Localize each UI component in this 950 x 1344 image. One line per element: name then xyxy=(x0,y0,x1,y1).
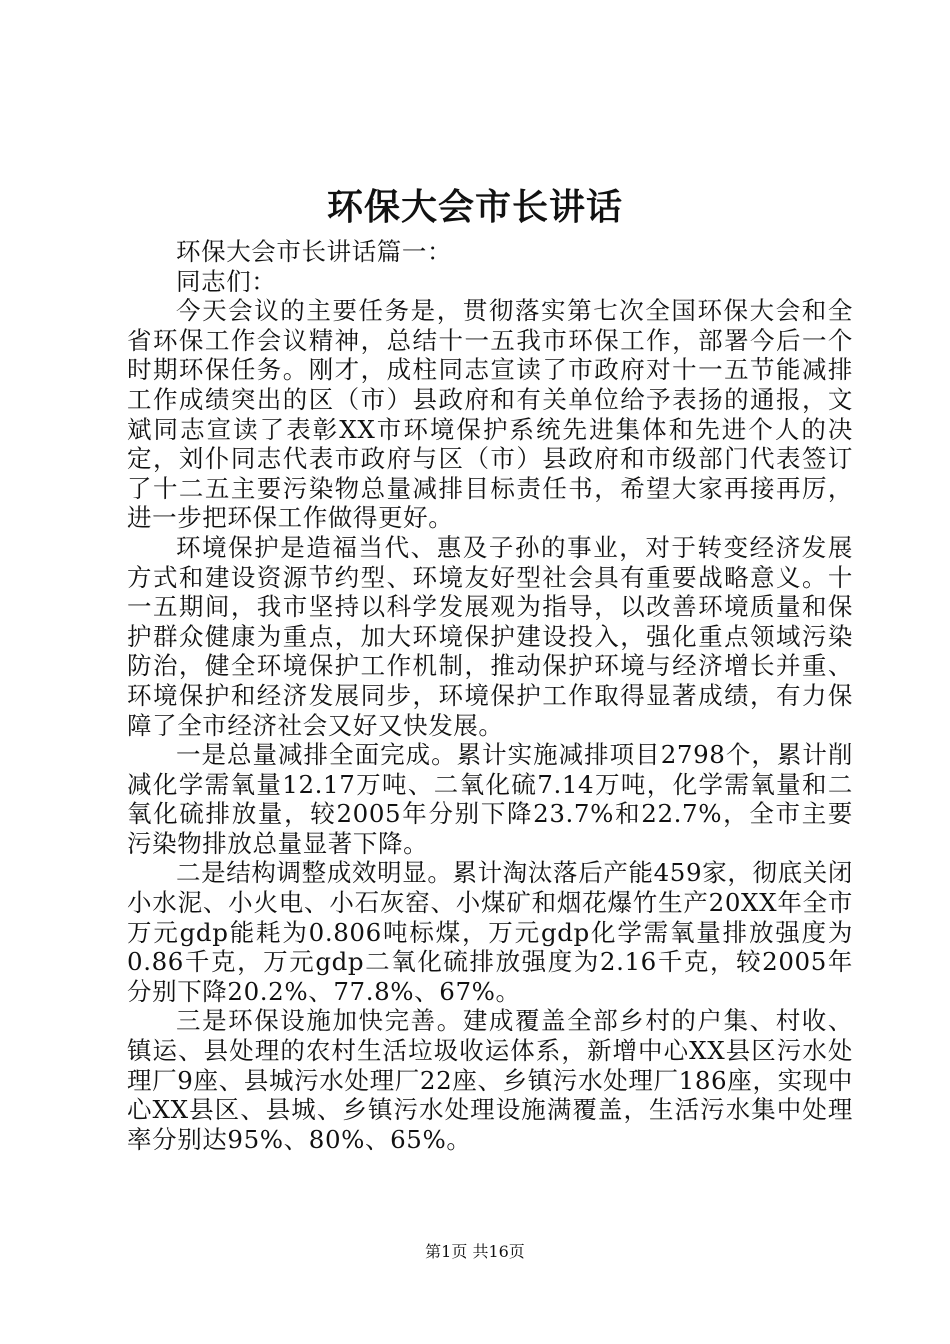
salutation: 同志们： xyxy=(176,266,277,296)
paragraph-structural-adjustment: 二是结构调整成效明显。累计淘汰落后产能459家，彻底关闭小水泥、小火电、小石灰窑、小煤矿和烟花爆竹生产20XX年全市万元gdp能耗为0.806吨标煤，万元gdp化学需氧量排放强度为0.86千克，万元gdp二氧化硫排放强度为2.16千克，较2005年分别下降20.2%、77.8%、67%。 xyxy=(127,858,853,1006)
section-heading: 环保大会市长讲话篇一： xyxy=(176,237,453,266)
page-footer: 第1页 共16页 xyxy=(425,1242,525,1261)
document-title: 环保大会市长讲话 xyxy=(326,186,623,228)
paragraph-environment-protection: 环境保护是造福当代、惠及子孙的事业，对于转变经济发展方式和建设资源节约型、环境友好型社会具有重要战略意义。十一五期间，我市坚持以科学发展观为指导，以改善环境质量和保护群众健康为重点，加大环境保护建设投入，强化重点领域污染防治，健全环境保护工作机制，推动保护环境与经济增长并重、环境保护和经济发展同步，环境保护工作取得显著成绩，有力保障了全市经济社会又好又快发展。 xyxy=(127,532,853,740)
paragraph-emission-reduction: 一是总量减排全面完成。累计实施减排项目2798个，累计削减化学需氧量12.17万吨、二氧化硫7.14万吨，化学需氧量和二氧化硫排放量，较2005年分别下降23.7%和22.7%，全市主要污染物排放总量显著下降。 xyxy=(127,740,853,858)
paragraph-meeting-task: 今天会议的主要任务是，贯彻落实第七次全国环保大会和全省环保工作会议精神，总结十一五我市环保工作，部署今后一个时期环保任务。刚才，成柱同志宣读了市政府对十一五节能减排工作成绩突出的区（市）县政府和有关单位给予表扬的通报，文斌同志宣读了表彰XX市环境保护系统先进集体和先进个人的决定，刘仆同志代表市政府与区（市）县政府和市级部门代表签订了十二五主要污染物总量减排目标责任书，希望大家再接再厉，进一步把环保工作做得更好。 xyxy=(127,296,853,533)
document-body xyxy=(127,237,853,1154)
paragraph-facilities: 三是环保设施加快完善。建成覆盖全部乡村的户集、村收、镇运、县处理的农村生活垃圾收运体系，新增中心XX县区污水处理厂9座、县城污水处理厂22座、乡镇污水处理厂186座，实现中心XX县区、县城、乡镇污水处理设施满覆盖，生活污水集中处理率分别达95%、80%、65%。 xyxy=(127,1006,853,1154)
